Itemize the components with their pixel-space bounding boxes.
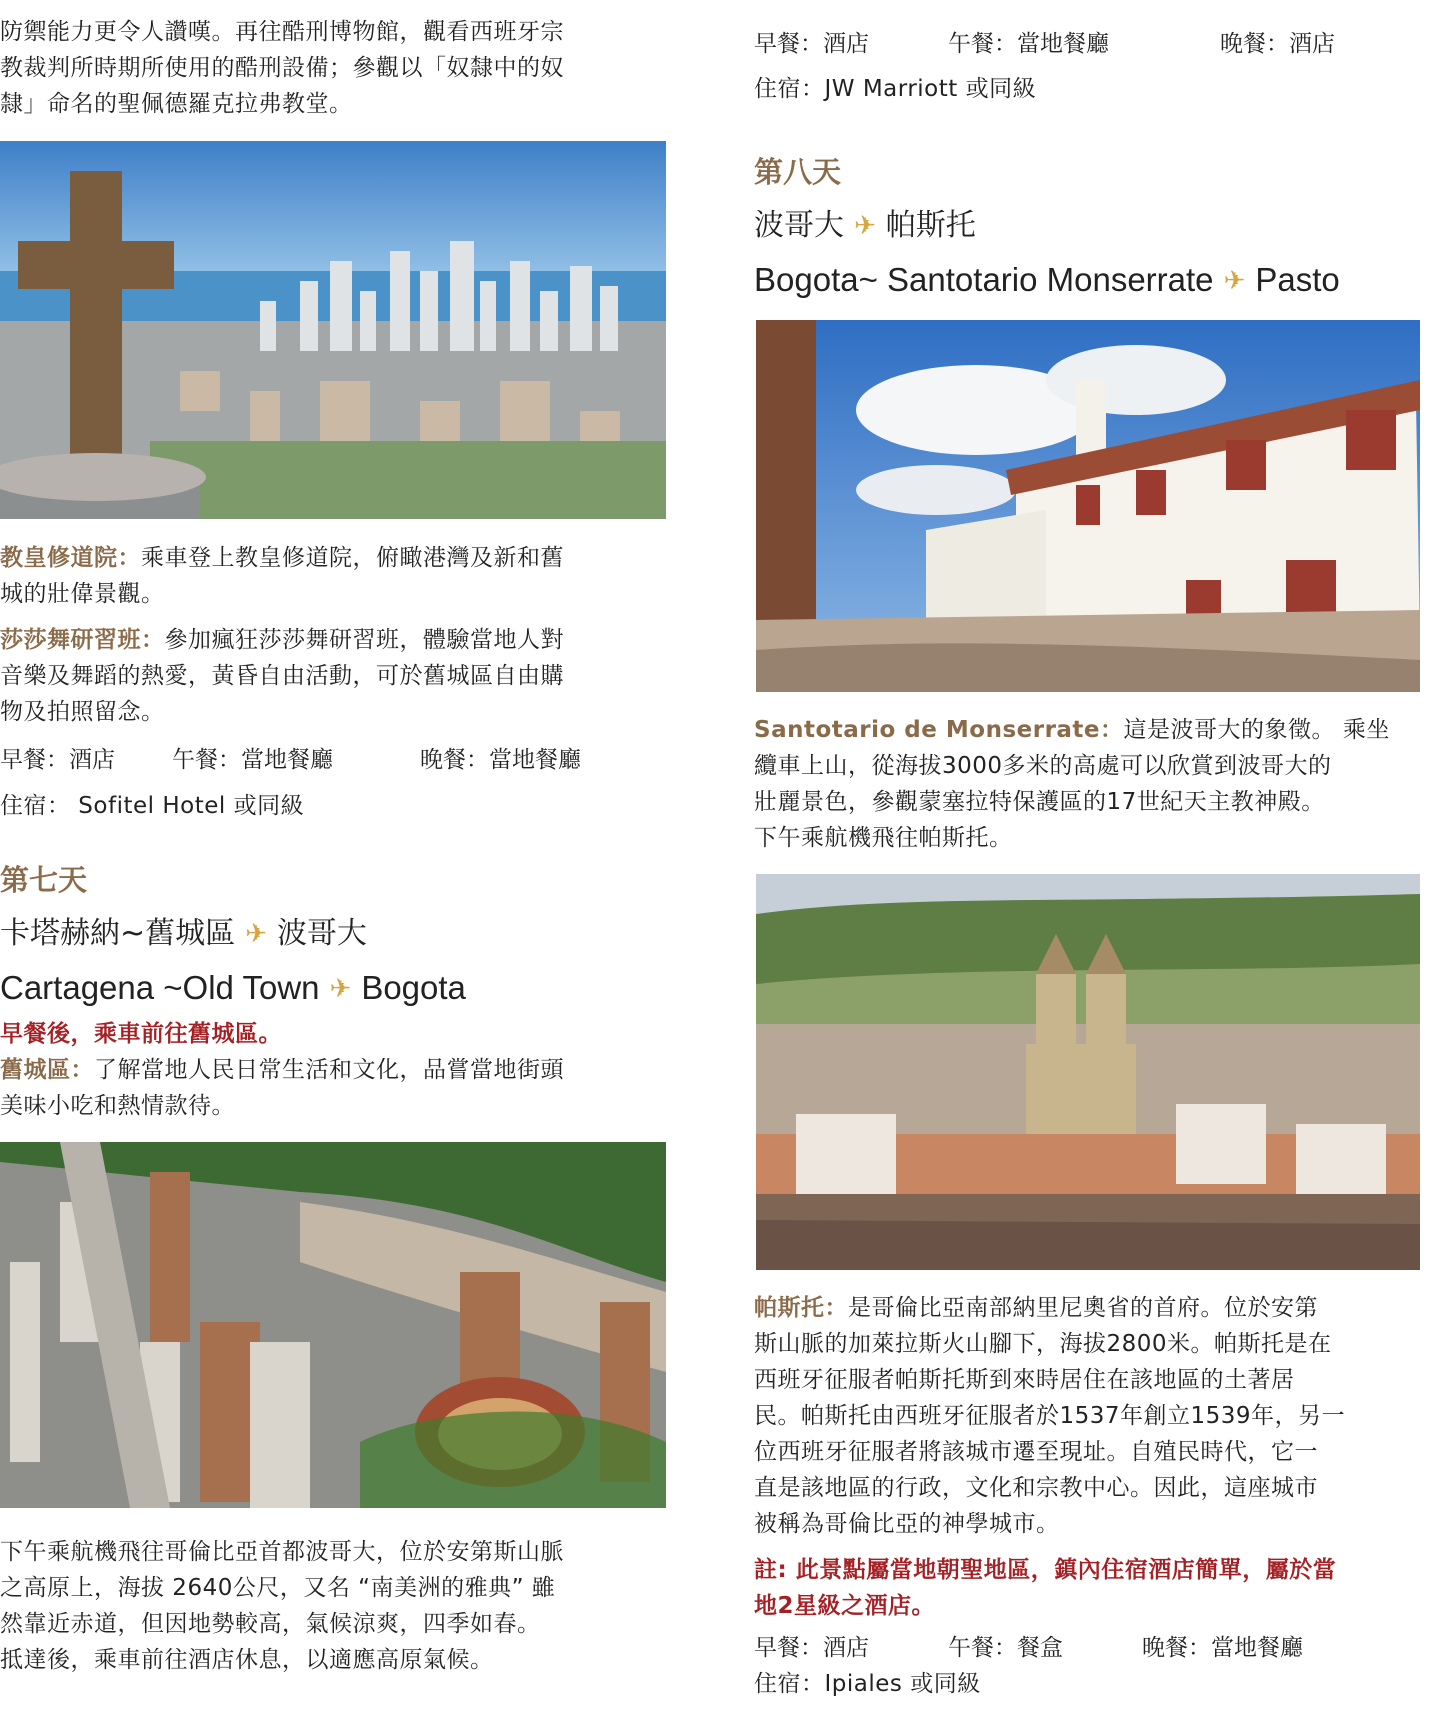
monserrate-line-4: 下午乘航機飛往帕斯托。 <box>754 825 1013 851</box>
pasto-line-7: 被稱為哥倫比亞的神學城市。 <box>754 1511 1060 1537</box>
photo-bogota-aerial <box>0 1142 666 1508</box>
monastery-label: 教皇修道院： <box>0 545 141 571</box>
plane-arrow-icon: ✈ <box>245 919 267 949</box>
lunch: 午餐：當地餐廳 <box>172 747 333 773</box>
old-town-line-1 <box>0 1052 564 1088</box>
salsa-line-3: 物及拍照留念。 <box>0 699 165 725</box>
salsa-line-2: 音樂及舞蹈的熱愛，黃昏自由活動，可於舊城區自由購 <box>0 663 564 689</box>
dinner: 晚餐：酒店 <box>1220 31 1335 57</box>
monserrate-text-1: 這是波哥大的象徵。 乘坐 <box>1123 717 1390 743</box>
monastery-line-2: 城的壯偉景觀。 <box>0 581 165 607</box>
pasto-line-1 <box>754 1290 1318 1326</box>
bogota-line-2: 之高原上，海拔 2640公尺，又名 “南美洲的雅典” 雖 <box>0 1575 556 1601</box>
pasto-line-4: 民。帕斯托由西班牙征服者於1537年創立1539年，另一 <box>754 1403 1346 1429</box>
plane-arrow-icon: ✈ <box>854 211 876 241</box>
day7-route-zh-from: 卡塔赫納~舊城區 <box>0 916 236 951</box>
day8-route-zh <box>754 204 976 248</box>
intro-line-1: 防禦能力更令人讚嘆。再往酷刑博物館，觀看西班牙宗 <box>0 19 564 45</box>
lunch: 午餐：餐盒 <box>948 1635 1063 1661</box>
day8-note-line-2: 地2星級之酒店。 <box>754 1593 936 1619</box>
lunch: 午餐：當地餐廳 <box>948 31 1109 57</box>
day8-note-line-1: 註: 此景點屬當地朝聖地區，鎮內住宿酒店簡單，屬於當 <box>754 1557 1337 1583</box>
intro-line-2: 教裁判所時期所使用的酷刑設備；參觀以「奴隸中的奴 <box>0 55 564 81</box>
pasto-text-1: 是哥倫比亞南部納里尼奧省的首府。位於安第 <box>848 1295 1318 1321</box>
day7-route-en-to: Bogota <box>361 969 466 1006</box>
intro-line-3: 隸」命名的聖佩德羅克拉弗教堂。 <box>0 91 353 117</box>
pasto-line-6: 直是該地區的行政，文化和宗教中心。因此，這座城市 <box>754 1475 1318 1501</box>
monserrate-line-2: 纜車上山，從海拔3000多米的高處可以欣賞到波哥大的 <box>754 753 1332 779</box>
salsa-line-1 <box>0 622 564 658</box>
day7-route-zh <box>0 912 367 956</box>
pasto-line-3: 西班牙征服者帕斯托斯到來時居住在該地區的土著居 <box>754 1367 1295 1393</box>
hotel-day7: 住宿：JW Marriott 或同級 <box>754 76 1037 102</box>
day8-route-en-from: Bogota~ Santotario Monserrate <box>754 261 1214 298</box>
meals-day8 <box>754 1630 1303 1666</box>
meals-day7 <box>754 26 1335 62</box>
day7-note: 早餐後，乘車前往舊城區。 <box>0 1021 282 1047</box>
dinner: 晚餐：當地餐廳 <box>1142 1635 1303 1661</box>
monastery-line-1 <box>0 540 564 576</box>
monserrate-line-3: 壯麗景色，參觀蒙塞拉特保護區的17世紀天主教神殿。 <box>754 789 1325 815</box>
old-town-text-1: 了解當地人民日常生活和文化，品嘗當地街頭 <box>94 1057 564 1083</box>
monastery-text-1: 乘車登上教皇修道院，俯瞰港灣及新和舊 <box>141 545 564 571</box>
monserrate-line-1 <box>754 712 1390 748</box>
day7-route-en-from: Cartagena ~Old Town <box>0 969 320 1006</box>
hotel-day6: 住宿： Sofitel Hotel 或同級 <box>0 793 305 819</box>
monserrate-label: Santotario de Monserrate： <box>754 717 1124 743</box>
breakfast: 早餐：酒店 <box>754 1635 869 1661</box>
photo-pasto-cathedral <box>756 874 1420 1270</box>
day8-route-zh-from: 波哥大 <box>754 208 844 243</box>
day8-route-en <box>754 258 1340 302</box>
day8-route-en-to: Pasto <box>1255 261 1340 298</box>
hotel-day8: 住宿：Ipiales 或同級 <box>754 1671 981 1697</box>
plane-arrow-icon: ✈ <box>1223 265 1246 295</box>
old-town-label: 舊城區： <box>0 1057 94 1083</box>
day7-route-en <box>0 966 466 1010</box>
pasto-line-5: 位西班牙征服者將該城市遷至現址。自殖民時代，它一 <box>754 1439 1318 1465</box>
photo-monserrate <box>756 320 1420 692</box>
bogota-line-1: 下午乘航機飛往哥倫比亞首都波哥大，位於安第斯山脈 <box>0 1539 564 1565</box>
day8-route-zh-to: 帕斯托 <box>885 208 976 243</box>
salsa-label: 莎莎舞研習班： <box>0 627 165 653</box>
breakfast: 早餐：酒店 <box>0 747 115 773</box>
dinner: 晚餐：當地餐廳 <box>420 747 581 773</box>
day7-title: 第七天 <box>0 863 88 897</box>
breakfast: 早餐：酒店 <box>754 31 869 57</box>
photo-cartagena-cross <box>0 141 666 519</box>
bogota-line-4: 抵達後，乘車前往酒店休息，以適應高原氣候。 <box>0 1647 494 1673</box>
plane-arrow-icon: ✈ <box>329 973 352 1003</box>
pasto-line-2: 斯山脈的加萊拉斯火山腳下，海拔2800米。帕斯托是在 <box>754 1331 1332 1357</box>
day7-route-zh-to: 波哥大 <box>276 916 367 951</box>
meals-day6 <box>0 742 581 778</box>
old-town-line-2: 美味小吃和熱情款待。 <box>0 1093 235 1119</box>
day8-title: 第八天 <box>754 155 842 189</box>
pasto-label: 帕斯托： <box>754 1295 848 1321</box>
bogota-line-3: 然靠近赤道，但因地勢較高，氣候涼爽，四季如春。 <box>0 1611 541 1637</box>
salsa-text-1: 參加瘋狂莎莎舞研習班，體驗當地人對 <box>164 627 564 653</box>
